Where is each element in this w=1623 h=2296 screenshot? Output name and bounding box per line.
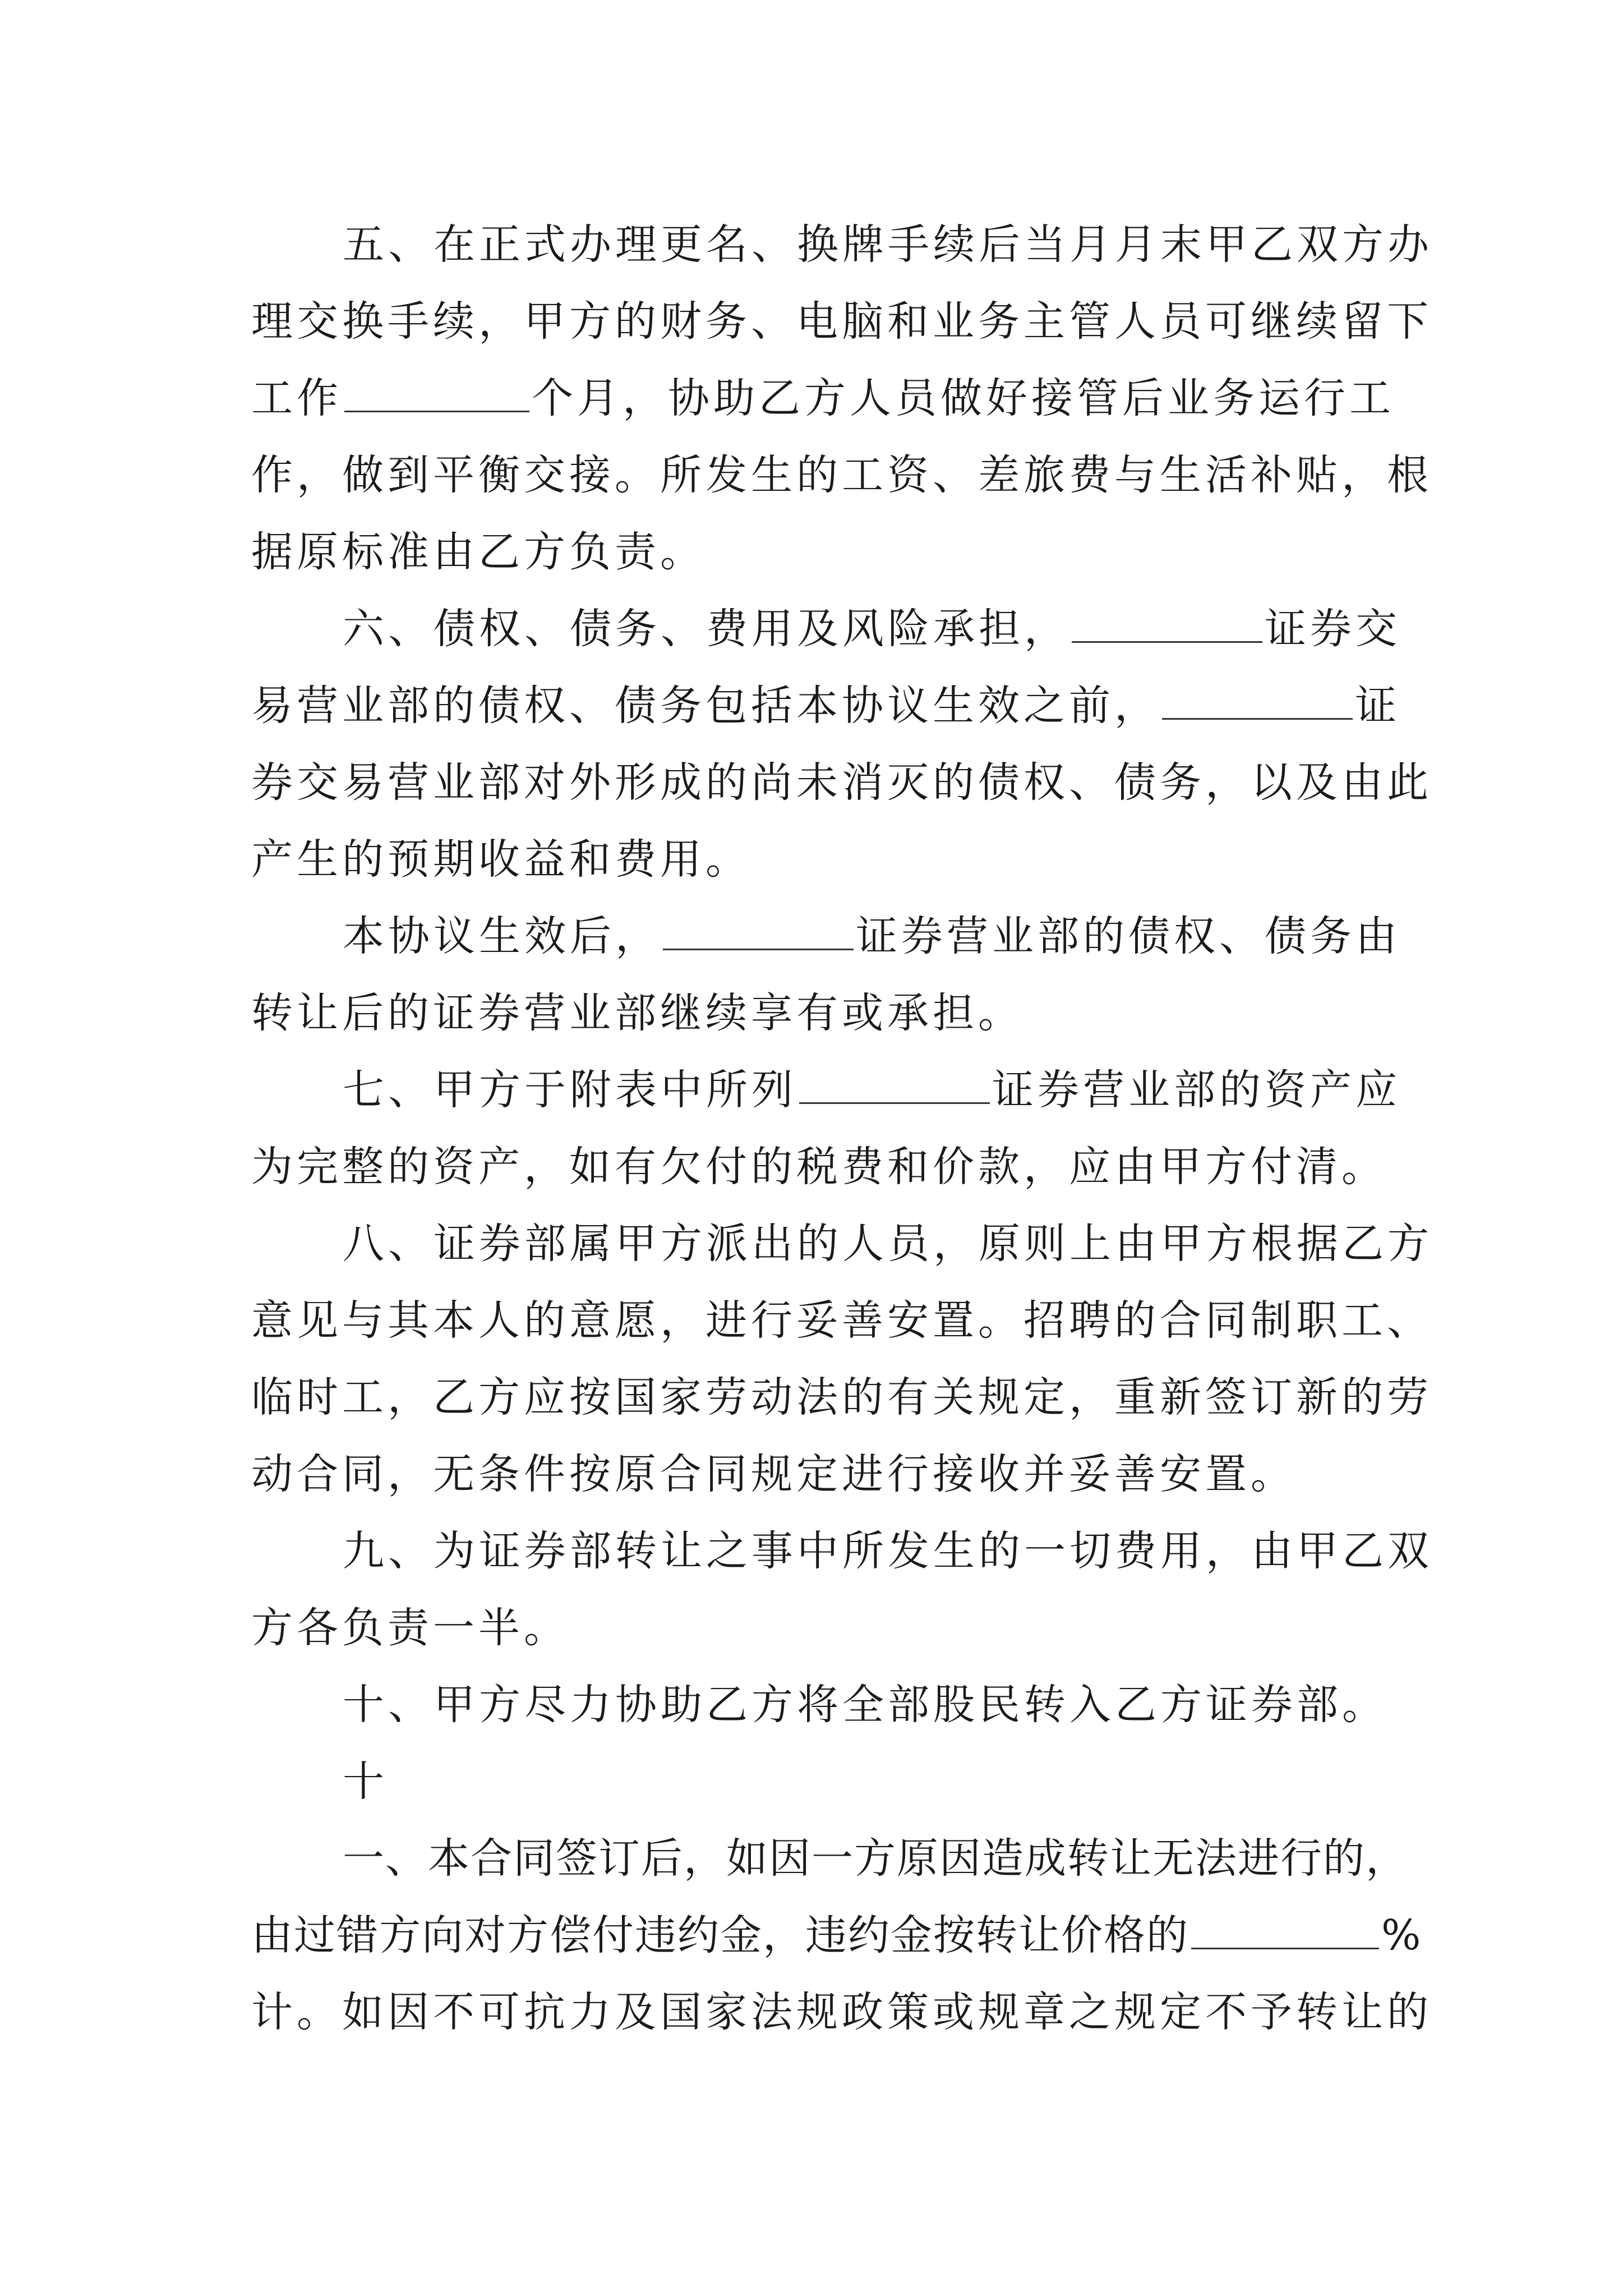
fill-in-blank-business-unit[interactable] [663,908,854,950]
text: 券交易营业部对外形成的尚未消灭的债权、债务，以及由此 [251,758,1432,807]
text: 作，做到平衡交接。所发生的工资、差旅费与生活补贴，根 [251,451,1432,499]
text: 意见与其本人的意愿，进行妥善安置。招聘的合同制职工、 [251,1296,1432,1345]
paragraph-7-line-1 [251,1052,1401,1129]
text: 据原标准由乙方负责。 [251,528,706,576]
paragraph-9-line-1 [251,1513,1433,1590]
paragraph-11-line-2 [251,1897,1422,1974]
text-before-blank: 工作 [251,374,342,422]
paragraph-8-line-1 [251,1205,1433,1282]
paragraph-8-line-2 [251,1282,1432,1359]
paragraph-6b-line-2 [251,975,1390,1052]
paragraph-11-heading [251,1743,1390,1820]
text: 动合同，无条件按原合同规定进行接收并妥善安置。 [251,1450,1296,1498]
fill-in-blank-business-unit[interactable] [799,1062,990,1104]
fill-in-blank-months[interactable] [344,370,529,412]
paragraph-7-line-2 [251,1129,1390,1205]
text-before-blank: 六、债权、债务、费用及风险承担， [343,605,1069,653]
text: 方各负责一半。 [251,1604,569,1652]
paragraph-6b-line-1 [251,898,1401,975]
text-before-blank: 易营业部的债权、债务包括本协议生效之前， [251,682,1160,730]
text: 理交换手续，甲方的财务、电脑和业务主管人员可继续留下 [251,297,1432,346]
paragraph-6-line-2 [251,668,1400,744]
paragraph-5-line-4 [251,437,1432,514]
fill-in-blank-business-unit[interactable] [1072,601,1262,643]
paragraph-11-line-3 [251,1974,1432,2051]
text: 十、甲方尽力协助乙方将全部股民转入乙方证券部。 [343,1681,1387,1729]
text: 八、证券部属甲方派出的人员，原则上由甲方根据乙方 [343,1220,1433,1268]
paragraph-5-line-3 [251,360,1395,437]
text: 转让后的证券营业部继续享有或承担。 [251,989,1023,1037]
paragraph-5-line-2 [251,283,1432,360]
text: 产生的预期收益和费用。 [251,835,751,884]
paragraph-8-line-3 [251,1359,1432,1436]
paragraph-5-line-1 [251,206,1433,283]
text-after-blank: 个月，协助乙方人员做好接管后业务运行工 [532,374,1395,422]
text: 五、在正式办理更名、换牌手续后当月月末甲乙双方办 [343,220,1433,269]
fill-in-blank-penalty-rate[interactable] [1191,1907,1379,1949]
text: 临时工，乙方应按国家劳动法的有关规定，重新签订新的劳 [251,1373,1432,1421]
paragraph-5-line-5 [251,514,1390,591]
paragraph-6-line-1 [251,591,1401,668]
paragraph-11-line-1 [251,1820,1408,1897]
paragraph-10-line-1 [251,1667,1390,1743]
paragraph-9-line-2 [251,1590,1390,1667]
text-after-blank: 证券交 [1265,605,1401,653]
text: 计。如因不可抗力及国家法规政策或规章之规定不予转让的 [251,1988,1432,2036]
paragraph-8-line-4 [251,1436,1390,1513]
contract-body [251,206,1433,2051]
text-after-blank: 证券营业部的资产应 [992,1066,1401,1114]
text-after-blank: 证 [1355,682,1400,730]
text-after-blank: % [1381,1911,1422,1959]
text: 九、为证券部转让之事中所发生的一切费用，由甲乙双 [343,1527,1433,1575]
text: 为完整的资产，如有欠付的税费和价款，应由甲方付清。 [251,1143,1387,1191]
text: 一、本合同签订后，如因一方原因造成转让无法进行的， [343,1834,1408,1883]
paragraph-6-line-3 [251,744,1432,821]
paragraph-6-line-4 [251,821,1390,898]
text-before-blank: 七、甲方于附表中所列 [343,1066,797,1114]
text-before-blank: 由过错方向对方偿付违约金，违约金按转让价格的 [251,1911,1189,1959]
text-after-blank: 证券营业部的债权、债务由 [856,912,1401,960]
fill-in-blank-business-unit[interactable] [1162,678,1353,720]
text: 十 [343,1757,388,1806]
text-before-blank: 本协议生效后， [343,912,661,960]
